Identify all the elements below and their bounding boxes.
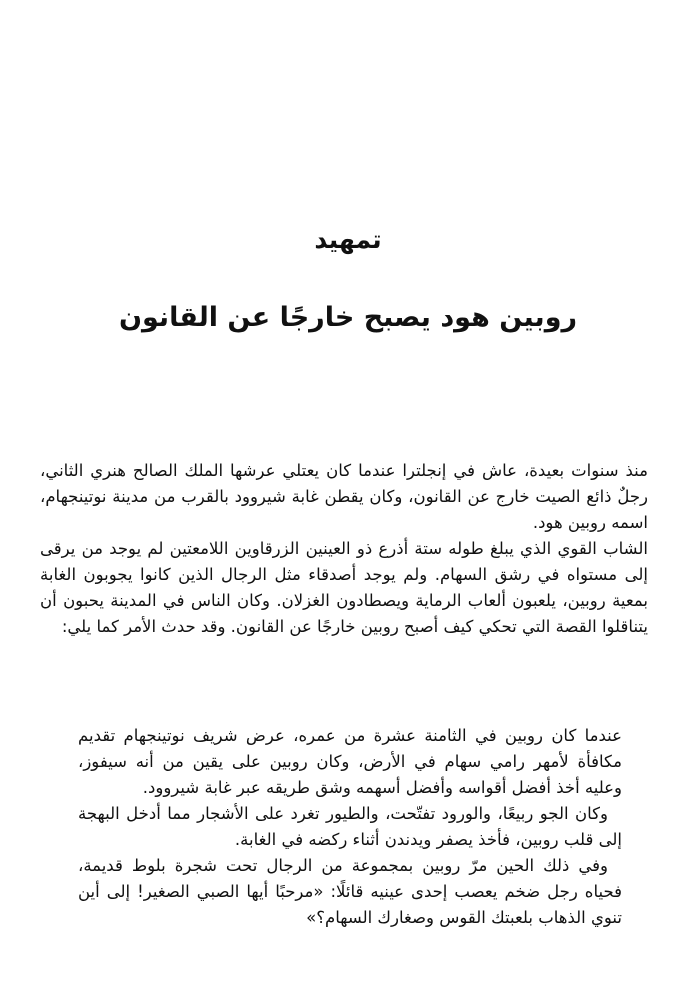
story-block [78,723,622,931]
story-paragraph: عندما كان روبين في الثامنة عشرة من عمره، عرض شريف نوتينجهام تقديم مكافأة لأمهر رامي سهام في الأرض، وكان روبين على يقين من أنه سيفوز، وعليه أخذ أفضل أقواسه وأفضل أسهمه وشق طريقه عبر غابة شيروود. [78,726,622,797]
chapter-label: تمهيد [314,225,382,254]
intro-paragraph: الشاب القوي الذي يبلغ طوله ستة أذرع ذو العينين الزرقاوين اللامعتين لم يوجد من يرقى إلى مستواه في رشق السهام. ولم يوجد أصدقاء مثل الرجال الذين كانوا يجوبون الغابة بمعية روبين، يلعبون ألعاب الرماية ويصطادون الغزلان. وكان الناس في المدينة يحبون أن يتناقلوا القصة التي تحكي كيف أصبح روبين خارجًا عن القانون. وقد حدث الأمر كما يلي: [40,539,648,636]
story-paragraph: وكان الجو ربيعًا، والورود تفتّحت، والطيور تغرد على الأشجار مما أدخل البهجة إلى قلب روبين، فأخذ يصفر ويدندن أثناء ركضه في الغابة. [78,804,622,849]
intro-paragraph: منذ سنوات بعيدة، عاش في إنجلترا عندما كان يعتلي عرشها الملك الصالح هنري الثاني، رجلٌ ذائع الصيت خارج عن القانون، وكان يقطن غابة شيروود بالقرب من مدينة نوتينجهام، اسمه روبين هود. [40,461,648,532]
story-paragraph: وفي ذلك الحين مرّ روبين بمجموعة من الرجال تحت شجرة بلوط قديمة، فحياه رجل ضخم يعصب إحدى عينيه قائلًا: «مرحبًا أيها الصبي الصغير! إلى أين تنوي الذهاب بلعبتك القوس وصغارك السهام؟» [78,856,622,927]
chapter-title: روبين هود يصبح خارجًا عن القانون [118,302,578,333]
intro-text [40,458,648,640]
